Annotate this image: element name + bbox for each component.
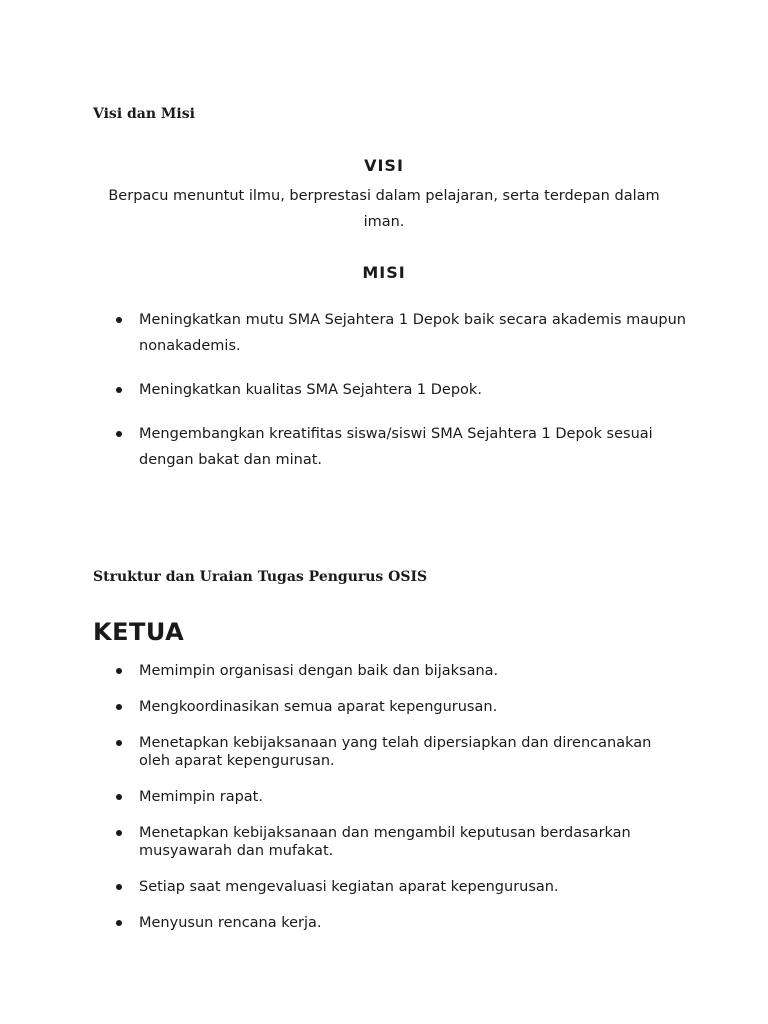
bullet-icon [116,704,122,710]
bullet-icon [116,920,122,926]
misi-title: MISI [362,263,406,282]
bullet-icon [116,668,122,674]
section-heading-struktur: Struktur dan Uraian Tugas Pengurus OSIS [93,569,428,585]
section-heading-visi-misi: Visi dan Misi [93,106,195,122]
bullet-icon [116,387,122,393]
ketua-duty-text: Menetapkan kebijaksanaan yang telah dipersiapkan dan direncanakan oleh aparat kepengurusan. [139,735,652,769]
bullet-icon [116,794,122,800]
ketua-duty-item [116,878,686,896]
misi-item [116,307,686,359]
ketua-duty-item [116,824,686,860]
bullet-icon [116,740,122,746]
misi-item-text: Mengembangkan kreatifitas siswa/siswi SMA Sejahtera 1 Depok sesuai dengan bakat dan minat. [139,426,653,468]
ketua-duty-text: Menyusun rencana kerja. [139,915,322,931]
misi-item-text: Meningkatkan kualitas SMA Sejahtera 1 Depok. [139,382,482,398]
bullet-icon [116,830,122,836]
ketua-duty-text: Mengkoordinasikan semua aparat kepengurusan. [139,699,498,715]
bullet-icon [116,431,122,437]
ketua-title: KETUA [93,618,185,646]
ketua-duty-item [116,788,686,806]
ketua-duty-text: Memimpin rapat. [139,789,263,805]
ketua-duty-text: Setiap saat mengevaluasi kegiatan aparat kepengurusan. [139,879,559,895]
ketua-duties-list [116,662,686,950]
ketua-duty-item [116,662,686,680]
misi-list [116,307,686,491]
ketua-duty-text: Memimpin organisasi dengan baik dan bijaksana. [139,663,499,679]
ketua-duty-text: Menetapkan kebijaksanaan dan mengambil keputusan berdasarkan musyawarah dan mufakat. [139,825,631,859]
ketua-duty-item [116,734,686,770]
ketua-duty-item [116,914,686,932]
bullet-icon [116,317,122,323]
visi-statement: Berpacu menuntut ilmu, berprestasi dalam pelajaran, serta terdepan dalam iman. [108,188,660,230]
misi-item-text: Meningkatkan mutu SMA Sejahtera 1 Depok baik secara akademis maupun nonakademis. [139,312,686,354]
bullet-icon [116,884,122,890]
misi-item [116,377,686,403]
ketua-duty-item [116,698,686,716]
visi-title: VISI [364,156,404,175]
misi-item [116,421,686,473]
